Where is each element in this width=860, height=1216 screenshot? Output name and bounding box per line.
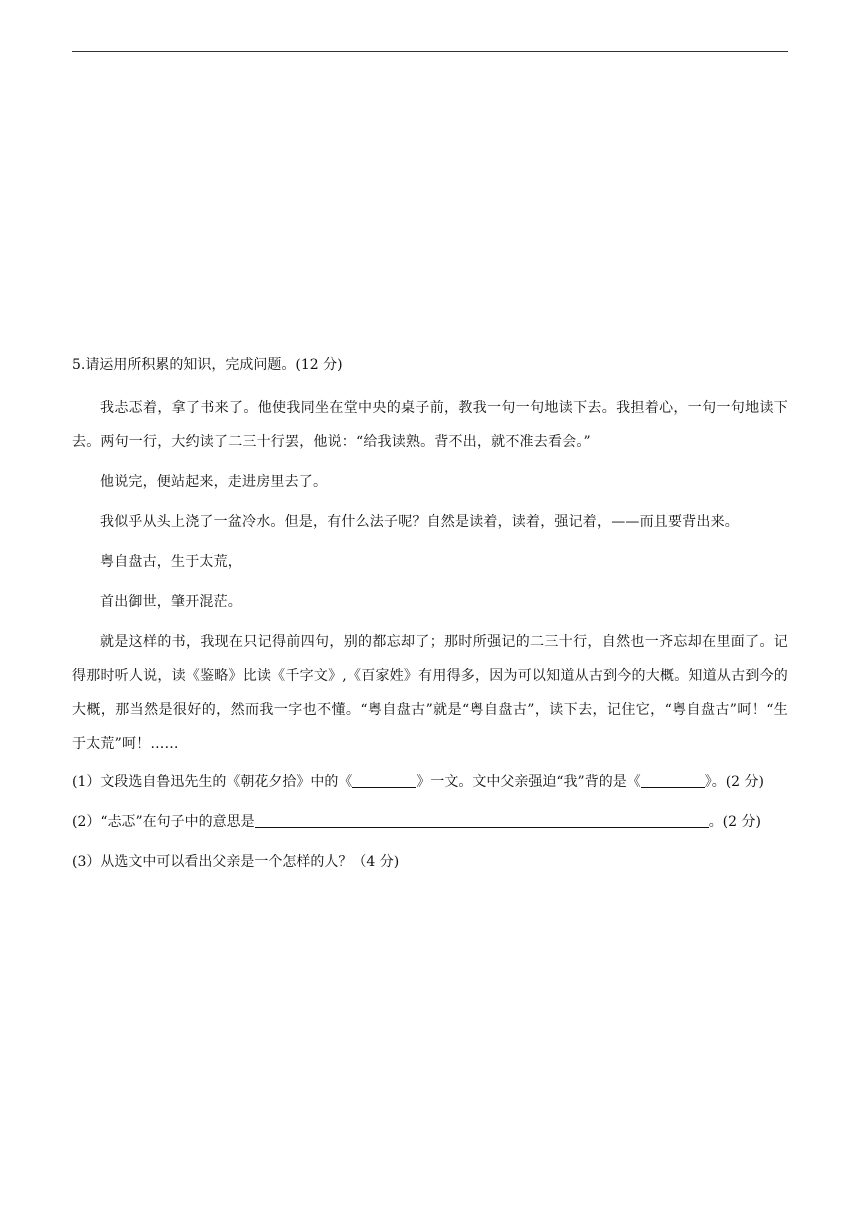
sub-question-1-text-c: 》。(2 分) [704, 774, 764, 790]
answer-blank-chapter[interactable] [352, 773, 416, 788]
question-block [72, 350, 788, 877]
header-rule [72, 51, 788, 52]
answer-blank-book[interactable] [641, 773, 705, 788]
passage-verse-line: 粤自盘古，生于太荒， [100, 554, 242, 570]
passage-paragraph: 我似乎从头上浇了一盆冷水。但是，有什么法子呢？自然是读着，读着，强记着，——而且要背出来。 [100, 514, 739, 530]
sub-question-2 [72, 807, 788, 837]
sub-question-1 [72, 767, 788, 797]
sub-question-2-text-b: 。(2 分) [708, 814, 761, 830]
question-title: 5.请运用所积累的知识，完成问题。(12 分) [72, 357, 343, 373]
passage-paragraph: 我忐忑着，拿了书来了。他使我同坐在堂中央的桌子前，教我一句一句地读下去。我担着心，一句一句地读下去。两句一行，大约读了二三十行罢，他说：“给我读熟。背不出，就不准去看会。” [72, 400, 788, 450]
sub-question-1-text-a: (1）文段选自鲁迅先生的《朝花夕拾》中的《 [72, 774, 353, 790]
passage-paragraph: 他说完，便站起来，走进房里去了。 [100, 474, 328, 490]
answer-blank-meaning[interactable] [255, 813, 709, 828]
sub-question-1-text-b: 》一文。文中父亲强迫“我”背的是《 [416, 774, 641, 790]
passage-verse-line: 首出御世，肇开混茫。 [100, 594, 242, 610]
sub-question-3: (3）从选文中可以看出父亲是一个怎样的人？（4 分) [72, 854, 400, 870]
passage-paragraph: 就是这样的书，我现在只记得前四句，别的都忘却了；那时所强记的二三十行，自然也一齐忘却在里面了。记得那时听人说，读《鉴略》比读《千字文》,《百家姓》有用得多，因为可以知道从古到今的大概。知道从古到今的大概，那当然是很好的，然而我一字也不懂。“粤自盘古”就是“粤自盘古”，读下去，记住它，“粤自盘古”呵！“生于太荒”呵！…… [72, 634, 788, 752]
sub-question-2-text-a: (2）“忐忑”在句子中的意思是 [72, 814, 255, 830]
